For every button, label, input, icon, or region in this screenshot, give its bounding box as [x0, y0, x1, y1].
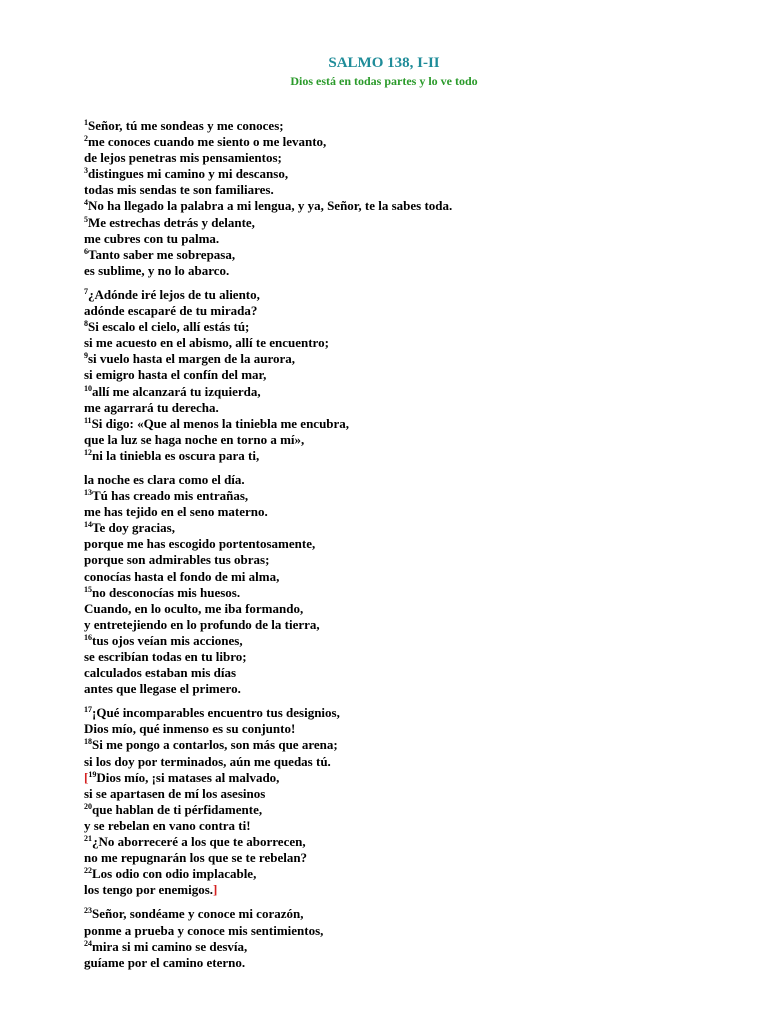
- verse-line: [84, 939, 744, 955]
- verse-line: [84, 955, 744, 971]
- verse-text: porque son admirables tus obras;: [84, 552, 270, 568]
- verse-line: [84, 118, 744, 134]
- verse-number: 18: [84, 737, 92, 747]
- verse-text: y entretejiendo en lo profundo de la tierra,: [84, 616, 320, 632]
- verse-line: [84, 150, 744, 166]
- verse-line: [84, 367, 744, 383]
- verse-line: [84, 834, 744, 850]
- page-title: SALMO 138, I-II: [328, 55, 440, 71]
- verse-text: ponme a prueba y conoce mis sentimientos,: [84, 922, 324, 938]
- verse-line: [84, 737, 744, 753]
- verse-text: allí me alcanzará tu izquierda,: [92, 383, 261, 399]
- verse-text: conocías hasta el fondo de mi alma,: [84, 568, 280, 584]
- verse-text: Señor, tú me sondeas y me conoces;: [88, 118, 284, 133]
- verse-line: [84, 303, 744, 319]
- verse-line: [84, 520, 744, 536]
- verse-line: [84, 802, 744, 818]
- verse-line: [84, 351, 744, 367]
- verse-line: [84, 472, 744, 488]
- verse-line: [84, 818, 744, 834]
- verse-text: calculados estaban mis días: [84, 665, 237, 681]
- verse-text: Te doy gracias,: [92, 520, 175, 536]
- verse-line: [84, 705, 744, 721]
- verse-line: [84, 665, 744, 681]
- verse-text: si los doy por terminados, aún me quedas tú.: [84, 753, 331, 769]
- verse-text: Si me pongo a contarlos, son más que arena;: [92, 737, 338, 753]
- stanza: [84, 287, 744, 464]
- verse-text: Si escalo el cielo, allí estás tú;: [88, 319, 250, 335]
- verse-line: [84, 649, 744, 665]
- verse-line: [84, 384, 744, 400]
- verse-number: 8: [84, 319, 88, 329]
- verse-line: [84, 247, 744, 263]
- verse-text: me conoces cuando me siento o me levanto,: [88, 134, 327, 150]
- verse-number: 11: [84, 415, 92, 425]
- stanza: [84, 118, 744, 279]
- verse-number: 14: [84, 520, 92, 530]
- verse-text: porque me has escogido portentosamente,: [84, 536, 316, 552]
- verse-text: es sublime, y no lo abarco.: [84, 262, 230, 278]
- verse-number: 10: [84, 383, 92, 393]
- verse-line: [84, 601, 744, 617]
- verse-number: 20: [84, 801, 92, 811]
- page-subtitle: Dios está en todas partes y lo ve todo: [290, 74, 478, 88]
- verse-line: [84, 850, 744, 866]
- verse-line: [84, 866, 744, 882]
- verse-line: [84, 770, 744, 786]
- verse-text: distingues mi camino y mi descanso,: [88, 166, 289, 182]
- verse-line: [84, 198, 744, 214]
- verse-text: adónde escaparé de tu mirada?: [84, 303, 258, 319]
- verse-number: 17: [84, 705, 92, 715]
- verse-line: [84, 906, 744, 922]
- verse-line: [84, 166, 744, 182]
- verse-text: si se apartasen de mí los asesinos: [84, 785, 266, 801]
- verse-text: No ha llegado la palabra a mi lengua, y ya, Señor, te la sabes toda.: [88, 198, 453, 214]
- verse-text: antes que llegase el primero.: [84, 681, 241, 697]
- verse-number: 12: [84, 447, 92, 457]
- verse-number: 15: [84, 584, 92, 594]
- verse-text: me cubres con tu palma.: [84, 230, 220, 246]
- verse-text: me agarrará tu derecha.: [84, 399, 219, 415]
- verse-text: Dios mío, qué inmenso es su conjunto!: [84, 721, 296, 737]
- verse-text: ¡Qué incomparables encuentro tus designios,: [92, 705, 340, 721]
- verse-number: 24: [84, 938, 92, 948]
- verse-text: Tú has creado mis entrañas,: [92, 488, 249, 504]
- verse-line: [84, 504, 744, 520]
- verse-text: ¿No aborreceré a los que te aborrecen,: [92, 834, 306, 850]
- verse-text: todas mis sendas te son familiares.: [84, 182, 274, 198]
- verse-text: no desconocías mis huesos.: [92, 584, 241, 600]
- verse-number: 19: [88, 769, 97, 779]
- verse-text: ¿Adónde iré lejos de tu aliento,: [88, 286, 260, 302]
- verse-text: me has tejido en el seno materno.: [84, 504, 268, 520]
- verse-line: [84, 536, 744, 552]
- verse-text: tus ojos veían mis acciones,: [92, 632, 243, 648]
- verse-text: los tengo por enemigos.: [84, 882, 214, 898]
- verse-line: [84, 754, 744, 770]
- verse-line: [84, 287, 744, 303]
- verse-line: [84, 400, 744, 416]
- verse-number: 9: [84, 351, 88, 361]
- verse-number: 22: [84, 866, 92, 876]
- verse-line: [84, 263, 744, 279]
- verse-line: [84, 681, 744, 697]
- verse-text: Me estrechas detrás y delante,: [88, 214, 255, 230]
- verse-text: Señor, sondéame y conoce mi corazón,: [92, 906, 304, 922]
- verse-line: [84, 786, 744, 802]
- verse-text: no me repugnarán los que se te rebelan?: [84, 850, 308, 866]
- verse-line: [84, 319, 744, 335]
- stanza: [84, 705, 744, 898]
- verse-text: Cuando, en lo oculto, me iba formando,: [84, 600, 304, 616]
- verse-number: 13: [84, 488, 92, 498]
- verse-number: 23: [84, 906, 92, 916]
- verse-text: que hablan de ti pérfidamente,: [92, 801, 263, 817]
- verse-text: Si digo: «Que al menos la tiniebla me encubra,: [91, 415, 350, 431]
- verse-line: [84, 721, 744, 737]
- verse-line: [84, 416, 744, 432]
- verse-text: de lejos penetras mis pensamientos;: [84, 150, 282, 166]
- verse-text: si vuelo hasta el margen de la aurora,: [88, 351, 296, 367]
- verse-line: [84, 488, 744, 504]
- verse-line: [84, 552, 744, 568]
- verse-number: 7: [84, 286, 88, 296]
- verse-text: Tanto saber me sobrepasa,: [88, 246, 236, 262]
- verse-text: si me acuesto en el abismo, allí te encuentro;: [84, 335, 329, 351]
- omission-bracket-close: ]: [213, 882, 218, 898]
- verse-line: [84, 882, 744, 898]
- verse-text: guíame por el camino eterno.: [84, 954, 246, 970]
- verse-text: la noche es clara como el día.: [84, 471, 245, 487]
- verse-text: Los odio con odio implacable,: [92, 866, 257, 882]
- verse-number: 16: [84, 632, 92, 642]
- omission-bracket-open: [: [84, 769, 89, 785]
- verse-number: 21: [84, 834, 92, 844]
- verse-line: [84, 617, 744, 633]
- verse-line: [84, 335, 744, 351]
- verse-line: [84, 432, 744, 448]
- document-header: [0, 54, 768, 89]
- verse-number: 2: [84, 134, 88, 144]
- stanza: [84, 472, 744, 697]
- verse-text: que la luz se haga noche en torno a mí»,: [84, 431, 305, 447]
- verse-line: [84, 585, 744, 601]
- verse-line: [84, 633, 744, 649]
- verse-line: [84, 215, 744, 231]
- verse-number: 6: [84, 246, 88, 256]
- verse-text: Dios mío, ¡si matases al malvado,: [96, 769, 280, 785]
- verse-number: 4: [84, 198, 88, 208]
- verse-number: 5: [84, 214, 88, 224]
- verse-text: y se rebelan en vano contra ti!: [84, 817, 251, 833]
- verse-text: ni la tiniebla es oscura para ti,: [92, 447, 260, 463]
- verse-line: [84, 569, 744, 585]
- verse-number: 3: [84, 166, 88, 176]
- verse-line: [84, 134, 744, 150]
- verse-text: si emigro hasta el confín del mar,: [84, 367, 267, 383]
- verse-text: mira si mi camino se desvía,: [92, 938, 248, 954]
- verse-line: [84, 923, 744, 939]
- psalm-text: [84, 118, 744, 971]
- verse-line: [84, 231, 744, 247]
- verse-line: [84, 448, 744, 464]
- stanza: [84, 906, 744, 970]
- verse-text: se escribían todas en tu libro;: [84, 649, 247, 664]
- verse-line: [84, 182, 744, 198]
- verse-number: 1: [84, 118, 88, 127]
